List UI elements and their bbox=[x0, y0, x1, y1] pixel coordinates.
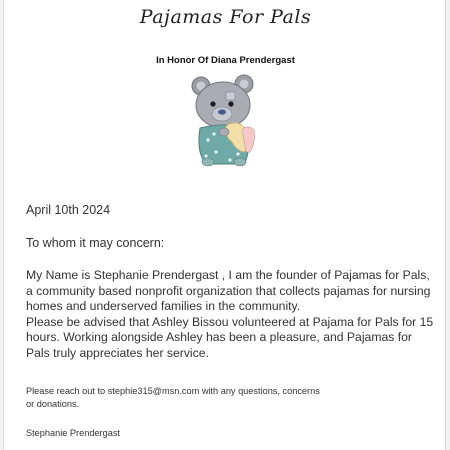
letter-date: April 10th 2024 bbox=[26, 203, 111, 217]
letter-paragraph-volunteer: Please be advised that Ashley Bissou volunteered at Pajama for Pals for 15 hours. Working alongside Ashley has been a pleasure, and Pajamas for Pals truly appreciates her service. bbox=[26, 314, 434, 360]
letter-page bbox=[3, 0, 446, 450]
teddy-bear-icon bbox=[186, 72, 266, 168]
letter-body bbox=[26, 268, 438, 361]
contact-line: Please reach out to stephie315@msn.com with any questions, concerns or donations. bbox=[26, 386, 320, 409]
signature: Stephanie Prendergast bbox=[26, 428, 120, 438]
letter-paragraph-founder: My Name is Stephanie Prendergast , I am the founder of Pajamas for Pals, a community based nonprofit organization that collects pajamas for nursing homes and underserved families in the community. bbox=[26, 268, 431, 313]
letterhead-title: Pajamas For Pals bbox=[139, 6, 312, 28]
honor-line: In Honor Of Diana Prendergast bbox=[156, 55, 295, 66]
letter-salutation: To whom it may concern: bbox=[26, 236, 165, 250]
